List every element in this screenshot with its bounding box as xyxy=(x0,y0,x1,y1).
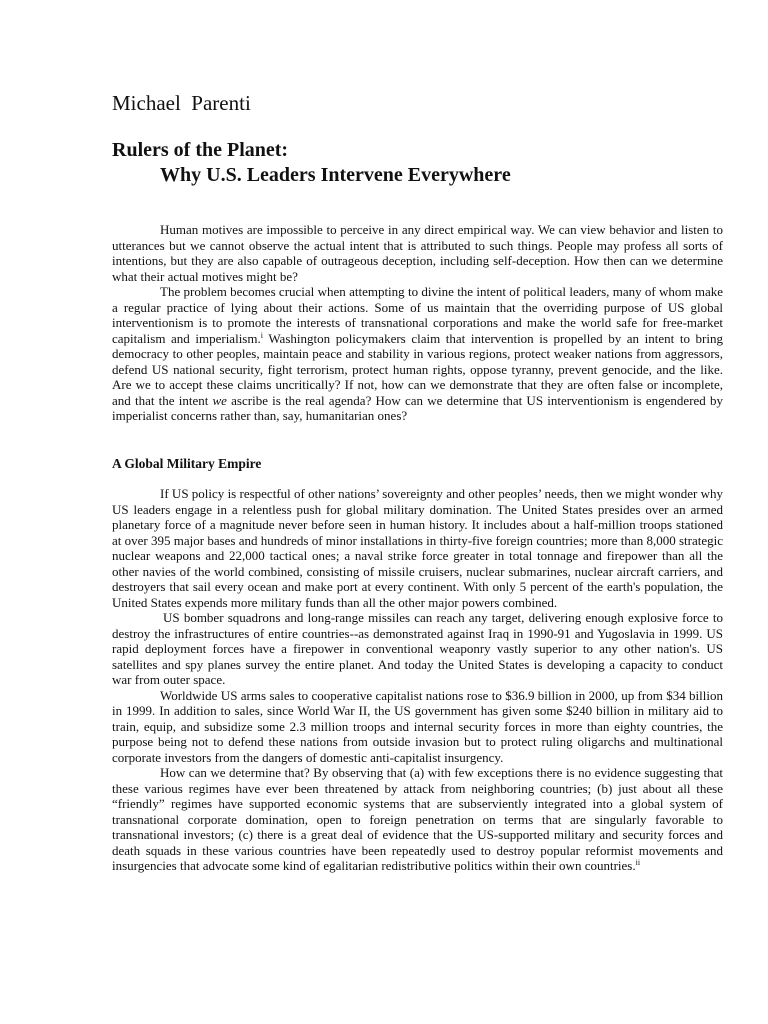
title-line-1: Rulers of the Planet: xyxy=(112,139,289,161)
section-heading: A Global Military Empire xyxy=(112,456,262,471)
intro-paragraph-1: Human motives are impossible to perceive in any direct empirical way. We can view behavior and listen to utterances but we cannot observe the actual intent that is attributed to such things. People may profess all sorts of intentions, but they are also capable of outrageous deception, including self-deception. How then can we determine what their actual motives might be? xyxy=(112,222,723,284)
footnote-marker-ii: ii xyxy=(635,858,641,867)
section-paragraph-2: US bomber squadrons and long-range missiles can reach any target, delivering enough explosive force to destroy the infrastructures of entire countries--as demonstrated against Iraq in 1990-91 and Yugoslavia in 1999. US rapid deployment forces have a firepower in conventional weaponry vastly superior to any other nation's. US satellites and spy planes survey the entire planet. And today the United States is developing a capacity to conduct war from outer space. xyxy=(112,610,723,687)
intro-paragraph-2 xyxy=(112,284,723,424)
footnote-marker-i: i xyxy=(260,330,263,340)
author-name: Michael Parenti xyxy=(112,91,251,115)
section-paragraph-3: Worldwide US arms sales to cooperative capitalist nations rose to $36.9 billion in 2000, up from $34 billion in 1999. In addition to sales, since World War II, the US government has given some $240 billion in military aid to train, equip, and subsidize some 2.3 million troops and internal security forces in more than eighty countries, the purpose being not to defend these nations from outside invasion but to protect ruling oligarchs and multinational corporate investors from the dangers of domestic anti-capitalist insurgency. xyxy=(112,687,723,765)
section-paragraph-1: If US policy is respectful of other nations’ sovereignty and other peoples’ needs, then we might wonder why US leaders engage in a relentless push for global military domination. The United States presides over an armed planetary force of a magnitude never before seen in human history. It includes about a half-million troops stationed at over 395 major bases and hundreds of minor installations in thirty-five foreign countries; more than 8,000 strategic nuclear weapons and 22,000 tactical ones; a naval strike force greater in total tonnage and firepower than all the other navies of the world combined, consisting of missile cruisers, nuclear submarines, nuclear aircraft carriers, and destroyers that sail every ocean and make port at every continent. With only 5 percent of the earth's population, the United States expends more military funds than all the other major powers combined. xyxy=(112,486,723,610)
italic-word: we xyxy=(212,392,227,408)
article-title xyxy=(112,138,511,188)
section-paragraph-4 xyxy=(112,765,723,874)
intro-paragraph-2-part-b: Washington policymakers claim that intervention is propelled by an intent to bring democracy to other peoples, maintain peace and stability in various regions, protect weaker nations from aggressors, defend US national security, fight terrorism, protect human rights, oppose tyranny, prevent genocide, and the like. Are we to accept these claims uncritically? If not, how can we demonstrate that they are often false or incomplete, and that the intent xyxy=(112,330,723,408)
intro-paragraph-2-part-c: ascribe is the real agenda? How can we determine that US interventionism is engendered by imperialist concerns rather than, say, humanitarian ones? xyxy=(112,392,723,423)
intro-section xyxy=(112,222,723,424)
intro-paragraph-2-part-a: The problem becomes crucial when attempting to divine the intent of political leaders, many of whom make a regular practice of lying about their actions. Some of us maintain that the overriding purpose of US global interventionism is to promote the interests of transnational corporations and make the world safe for free-market capitalism and imperialism. xyxy=(112,284,723,346)
military-empire-section xyxy=(112,486,723,874)
title-line-2: Why U.S. Leaders Intervene Everywhere xyxy=(160,164,511,186)
section-paragraph-4-text: How can we determine that? By observing that (a) with few exceptions there is no evidence suggesting that these various regimes have ever been threatened by attack from neighboring countries; (b) just about all these “friendly” regimes have supported economic systems that are subserviently integrated into a global system of transnational corporate domination, open to foreign penetration on terms that are singularly favorable to transnational investors; (c) there is a great deal of evidence that the US-supported military and security forces and death squads in these various countries have been repeatedly used to destroy popular reformist movements and insurgencies that advocate some kind of egalitarian redistributive politics within their own countries. xyxy=(112,765,723,873)
